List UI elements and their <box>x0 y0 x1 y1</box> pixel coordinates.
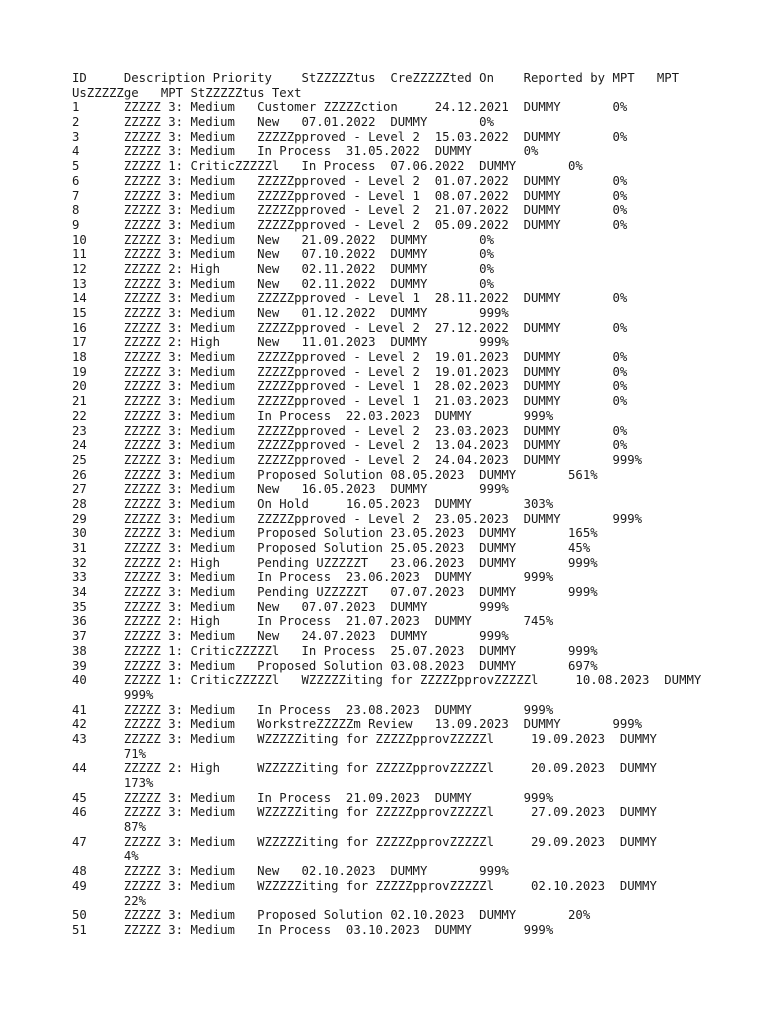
text-line: 173% <box>72 776 154 790</box>
text-line: 87% <box>72 820 147 835</box>
text-line: 26 ZZZZZ 3: Medium Proposed Solution 08.05.2023 DUMMY 561% <box>72 467 598 482</box>
text-line: 2 ZZZZZ 3: Medium New 07.01.2022 DUMMY 0% <box>72 115 494 130</box>
text-line: 34 ZZZZZ 3: Medium Pending UZZZZZT 07.07.2023 DUMMY 999% <box>72 585 598 600</box>
text-line: 36 ZZZZZ 2: High In Process 21.07.2023 DUMMY 745% <box>72 614 554 629</box>
text-line: 31 ZZZZZ 3: Medium Proposed Solution 25.05.2023 DUMMY 45% <box>72 541 591 555</box>
text-line: 46 ZZZZZ 3: Medium WZZZZZiting for ZZZZZpprovZZZZZl 27.09.2023 DUMMY <box>72 805 657 820</box>
text-line: 40 ZZZZZ 1: CriticZZZZZl WZZZZZiting for ZZZZZpprovZZZZZl 10.08.2023 DUMMY <box>72 673 702 688</box>
text-line: 11 ZZZZZ 3: Medium New 07.10.2022 DUMMY 0% <box>72 247 494 262</box>
text-line: 9 ZZZZZ 3: Medium ZZZZZpproved - Level 2 05.09.2022 DUMMY 0% <box>72 217 628 232</box>
text-line: 16 ZZZZZ 3: Medium ZZZZZpproved - Level 2 27.12.2022 DUMMY 0% <box>72 320 628 335</box>
text-line: 25 ZZZZZ 3: Medium ZZZZZpproved - Level 2 24.04.2023 DUMMY 999% <box>72 452 643 467</box>
text-line: 29 ZZZZZ 3: Medium ZZZZZpproved - Level 2 23.05.2023 DUMMY 999% <box>72 511 643 526</box>
text-line: 18 ZZZZZ 3: Medium ZZZZZpproved - Level 2 19.01.2023 DUMMY 0% <box>72 350 628 365</box>
text-line: 37 ZZZZZ 3: Medium New 24.07.2023 DUMMY 999% <box>72 629 509 644</box>
text-line: 3 ZZZZZ 3: Medium ZZZZZpproved - Level 2 15.03.2022 DUMMY 0% <box>72 129 628 144</box>
text-line: 21 ZZZZZ 3: Medium ZZZZZpproved - Level 1 21.03.2023 DUMMY 0% <box>72 394 628 409</box>
text-line: 1 ZZZZZ 3: Medium Customer ZZZZZction 24.12.2021 DUMMY 0% <box>72 100 628 115</box>
text-line: 45 ZZZZZ 3: Medium In Process 21.09.2023 DUMMY 999% <box>72 790 554 805</box>
text-line: 48 ZZZZZ 3: Medium New 02.10.2023 DUMMY 999% <box>72 864 509 879</box>
text-line: 71% <box>72 746 147 761</box>
text-line: 14 ZZZZZ 3: Medium ZZZZZpproved - Level 1 28.11.2022 DUMMY 0% <box>72 291 628 306</box>
text-line: 51 ZZZZZ 3: Medium In Process 03.10.2023 DUMMY 999% <box>72 922 554 937</box>
text-line: 42 ZZZZZ 3: Medium WorkstreZZZZZm Review 13.09.2023 DUMMY 999% <box>72 717 643 732</box>
text-line: 12 ZZZZZ 2: High New 02.11.2022 DUMMY 0% <box>72 261 494 276</box>
text-line: 13 ZZZZZ 3: Medium New 02.11.2022 DUMMY 0% <box>72 276 494 291</box>
text-line: 17 ZZZZZ 2: High New 11.01.2023 DUMMY 999% <box>72 335 509 350</box>
text-line: 47 ZZZZZ 3: Medium WZZZZZiting for ZZZZZpprovZZZZZl 29.09.2023 DUMMY <box>72 834 657 849</box>
text-line: 39 ZZZZZ 3: Medium Proposed Solution 03.08.2023 DUMMY 697% <box>72 658 598 673</box>
text-line: 4 ZZZZZ 3: Medium In Process 31.05.2022 DUMMY 0% <box>72 144 539 159</box>
text-line: 4% <box>72 849 139 864</box>
text-line: 28 ZZZZZ 3: Medium On Hold 16.05.2023 DUMMY 303% <box>72 496 554 511</box>
text-line: 41 ZZZZZ 3: Medium In Process 23.08.2023 DUMMY 999% <box>72 702 554 717</box>
text-line: 44 ZZZZZ 2: High WZZZZZiting for ZZZZZpprovZZZZZl 20.09.2023 DUMMY <box>72 761 657 776</box>
text-line: 22% <box>72 893 147 908</box>
text-line: 27 ZZZZZ 3: Medium New 16.05.2023 DUMMY 999% <box>72 482 509 497</box>
text-line: 10 ZZZZZ 3: Medium New 21.09.2022 DUMMY 0% <box>72 232 494 247</box>
document-page <box>72 71 762 938</box>
text-line: 19 ZZZZZ 3: Medium ZZZZZpproved - Level 2 19.01.2023 DUMMY 0% <box>72 364 628 379</box>
text-line: 999% <box>72 687 154 702</box>
text-line: 30 ZZZZZ 3: Medium Proposed Solution 23.05.2023 DUMMY 165% <box>72 526 598 541</box>
text-line: 38 ZZZZZ 1: CriticZZZZZl In Process 25.07.2023 DUMMY 999% <box>72 643 598 658</box>
text-line: 22 ZZZZZ 3: Medium In Process 22.03.2023 DUMMY 999% <box>72 408 554 423</box>
text-line: 15 ZZZZZ 3: Medium New 01.12.2022 DUMMY 999% <box>72 306 509 320</box>
text-line: 5 ZZZZZ 1: CriticZZZZZl In Process 07.06.2022 DUMMY 0% <box>72 159 583 174</box>
header-line-wrap: UsZZZZZge MPT StZZZZZtus Text <box>72 85 302 100</box>
text-line: 32 ZZZZZ 2: High Pending UZZZZZT 23.06.2023 DUMMY 999% <box>72 555 598 570</box>
text-line: 24 ZZZZZ 3: Medium ZZZZZpproved - Level 2 13.04.2023 DUMMY 0% <box>72 438 628 453</box>
header-line: ID Description Priority StZZZZZtus CreZZZZZted On Reported by MPT MPT <box>72 71 680 85</box>
text-line: 35 ZZZZZ 3: Medium New 07.07.2023 DUMMY 999% <box>72 599 509 614</box>
text-line: 49 ZZZZZ 3: Medium WZZZZZiting for ZZZZZpprovZZZZZl 02.10.2023 DUMMY <box>72 878 657 893</box>
text-line: 33 ZZZZZ 3: Medium In Process 23.06.2023 DUMMY 999% <box>72 570 554 585</box>
text-line: 6 ZZZZZ 3: Medium ZZZZZpproved - Level 2 01.07.2022 DUMMY 0% <box>72 173 628 188</box>
text-line: 20 ZZZZZ 3: Medium ZZZZZpproved - Level 1 28.02.2023 DUMMY 0% <box>72 379 628 394</box>
text-line: 7 ZZZZZ 3: Medium ZZZZZpproved - Level 1 08.07.2022 DUMMY 0% <box>72 188 628 203</box>
text-line: 8 ZZZZZ 3: Medium ZZZZZpproved - Level 2 21.07.2022 DUMMY 0% <box>72 203 628 218</box>
text-line: 43 ZZZZZ 3: Medium WZZZZZiting for ZZZZZpprovZZZZZl 19.09.2023 DUMMY <box>72 731 657 746</box>
text-line: 50 ZZZZZ 3: Medium Proposed Solution 02.10.2023 DUMMY 20% <box>72 908 591 923</box>
text-line: 23 ZZZZZ 3: Medium ZZZZZpproved - Level 2 23.03.2023 DUMMY 0% <box>72 423 628 438</box>
